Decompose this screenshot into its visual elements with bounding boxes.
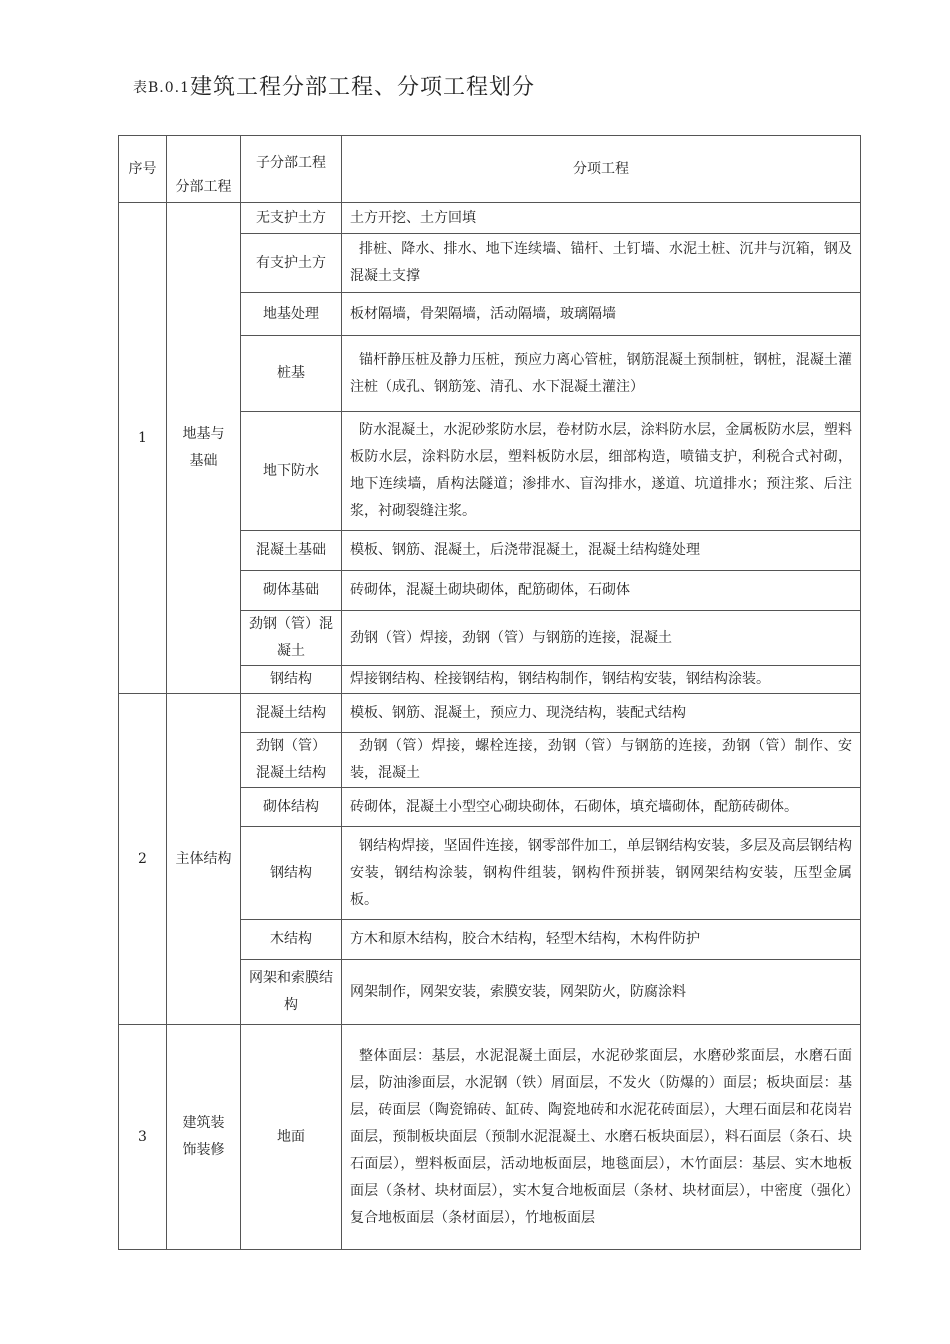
header-items: 分项工程 <box>342 136 861 203</box>
items-cell: 砖砌体，混凝土砌块砌体，配筋砌体，石砌体 <box>342 571 861 611</box>
table-code: 表B.0.1 <box>133 80 191 96</box>
group-num: 3 <box>119 1025 167 1250</box>
items-cell: 劲钢（管）焊接，劲钢（管）与钢筋的连接，混凝土 <box>342 611 861 666</box>
items-cell: 防水混凝土，水泥砂浆防水层，卷材防水层，涂料防水层，金属板防水层，塑料板防水层，涂料防水层，塑料板防水层，细部构造，喷锚支护，利税合式衬砌，地下连续墙，盾构法隧道；渗排水、盲沟排水，遂道、坑道排水；预注浆、后注浆，衬砌裂缝注浆。 <box>342 412 861 531</box>
items-cell: 锚杆静压桩及静力压桩，预应力离心管桩，钢筋混凝土预制桩，钢桩，混凝土灌注桩（成孔、钢筋笼、清孔、水下混凝土灌注） <box>342 336 861 412</box>
items-cell: 土方开挖、土方回填 <box>342 203 861 234</box>
table-row <box>119 1025 861 1250</box>
items-cell: 板材隔墙，骨架隔墙，活动隔墙，玻璃隔墙 <box>342 293 861 336</box>
sub-part <box>241 611 342 666</box>
sub-part-line: 劲钢（管） <box>256 738 326 754</box>
items-cell: 模板、钢筋、混凝土，预应力、现浇结构，装配式结构 <box>342 694 861 733</box>
sub-part: 有支护土方 <box>241 234 342 293</box>
sub-part: 钢结构 <box>241 666 342 694</box>
header-sub: 子分部工程 <box>241 136 342 203</box>
group-part <box>167 1025 241 1250</box>
group-part-line: 建筑装 <box>182 1115 225 1131</box>
items-cell: 钢结构焊接，坚固件连接，钢零部件加工，单层钢结构安装，多层及高层钢结构安装，钢结构涂装，钢构件组装，钢构件预拼装，钢网架结构安装，压型金属板。 <box>342 827 861 920</box>
table-row <box>119 694 861 733</box>
sub-part: 地面 <box>241 1025 342 1250</box>
sub-part <box>241 733 342 788</box>
items-cell: 焊接钢结构、栓接钢结构，钢结构制作，钢结构安装，钢结构涂装。 <box>342 666 861 694</box>
table-row <box>119 203 861 234</box>
items-cell: 模板、钢筋、混凝土，后浇带混凝土，混凝土结构缝处理 <box>342 531 861 571</box>
items-cell: 方木和原木结构，胶合木结构，轻型木结构，木构件防护 <box>342 920 861 960</box>
sub-part: 地基处理 <box>241 293 342 336</box>
header-num: 序号 <box>119 136 167 203</box>
group-part-line: 地基与 <box>182 426 225 442</box>
group-part-line: 饰装修 <box>182 1142 225 1158</box>
items-cell: 整体面层：基层，水泥混凝土面层，水泥砂浆面层，水磨砂浆面层，水磨石面层，防油渗面层，水泥钢（铁）屑面层，不发火（防爆的）面层；板块面层：基层，砖面层（陶瓷锦砖、缸砖、陶瓷地砖和水泥花砖面层），大理石面层和花岗岩面层，预制板块面层（预制水泥混凝土、水磨石板块面层），料石面层（条石、块石面层），塑料板面层，活动地板面层，地毯面层），木竹面层：基层、实木地板面层（条材、块材面层），实木复合地板面层（条材、块材面层），中密度（强化）复合地板面层（条材面层），竹地板面层 <box>342 1025 861 1250</box>
table-title <box>133 70 535 101</box>
sub-part-line: 凝土 <box>277 643 305 659</box>
group-part <box>167 203 241 694</box>
sub-part: 钢结构 <box>241 827 342 920</box>
items-cell: 网架制作，网架安装，索膜安装，网架防火，防腐涂料 <box>342 960 861 1025</box>
group-part: 主体结构 <box>167 694 241 1025</box>
table-title-text: 建筑工程分部工程、分项工程划分 <box>190 75 536 100</box>
division-table <box>118 135 861 1250</box>
sub-part-line: 构 <box>284 997 298 1013</box>
sub-part: 地下防水 <box>241 412 342 531</box>
sub-part: 木结构 <box>241 920 342 960</box>
sub-part <box>241 960 342 1025</box>
sub-part-line: 劲钢（管）混 <box>249 616 333 632</box>
group-num: 2 <box>119 694 167 1025</box>
sub-part: 无支护土方 <box>241 203 342 234</box>
header-part: 分部工程 <box>167 136 241 203</box>
sub-part: 桩基 <box>241 336 342 412</box>
items-cell: 劲钢（管）焊接，螺栓连接，劲钢（管）与钢筋的连接，劲钢（管）制作、安装，混凝土 <box>342 733 861 788</box>
group-part-line: 基础 <box>189 453 218 469</box>
sub-part: 混凝土基础 <box>241 531 342 571</box>
items-cell: 砖砌体，混凝土小型空心砌块砌体，石砌体，填充墙砌体，配筋砖砌体。 <box>342 788 861 827</box>
sub-part: 砌体基础 <box>241 571 342 611</box>
items-cell: 排桩、降水、排水、地下连续墙、锚杆、土钉墙、水泥土桩、沉井与沉箱，钢及混凝土支撑 <box>342 234 861 293</box>
sub-part: 混凝土结构 <box>241 694 342 733</box>
table-header-row <box>119 136 861 203</box>
sub-part: 砌体结构 <box>241 788 342 827</box>
sub-part-line: 网架和索膜结 <box>249 970 333 986</box>
sub-part-line: 混凝土结构 <box>256 765 326 781</box>
group-num: 1 <box>119 203 167 694</box>
